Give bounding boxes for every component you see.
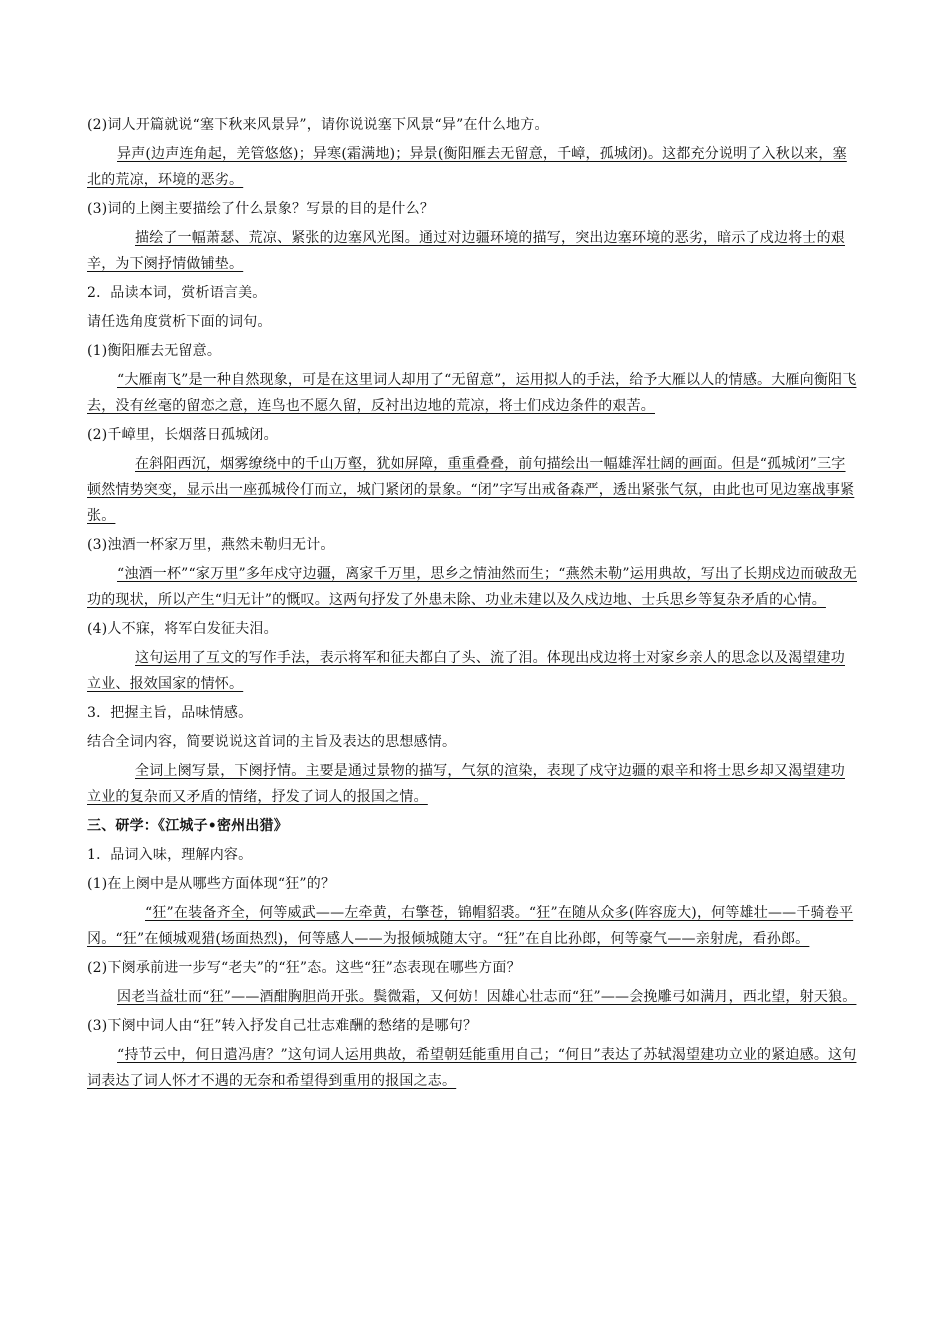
question-2-2: (2)词人开篇就说“塞下秋来风景异”，请你说说塞下风景“异”在什么地方。 bbox=[87, 117, 549, 133]
kuang-question-2: (2)下阕承前进一步写“老夫”的“狂”态。这些“狂”态表现在哪些方面？ bbox=[87, 960, 521, 976]
question-line-2: (2)千嶂里，长烟落日孤城闭。 bbox=[87, 427, 278, 443]
kuang-question-1: (1)在上阕中是从哪些方面体现“狂”的？ bbox=[87, 876, 336, 892]
section-item-1: 1．品词入味，理解内容。 bbox=[87, 847, 253, 863]
answer-2-3: 描绘了一幅萧瑟、荒凉、紧张的边塞风光图。通过对边疆环境的描写，突出边塞环境的恶劣，暗示了戍边将士的艰辛，为下阕抒情做铺垫。 bbox=[87, 230, 845, 272]
theme-question: 结合全词内容，简要说说这首词的主旨及表达的思想感情。 bbox=[87, 734, 457, 750]
answer-line-2: 在斜阳西沉，烟雾缭绕中的千山万壑，犹如屏障，重重叠叠，前句描绘出一幅雄浑壮阔的画面。但是“孤城闭”三字顿然情势突变，显示出一座孤城伶仃而立，城门紧闭的景象。“闭”字写出戒备森严，透出紧张气氛，由此也可见边塞战事紧张。 bbox=[87, 456, 855, 524]
kuang-answer-1: “狂”在装备齐全，何等威武——左牵黄，右擎苍，锦帽貂裘。“狂”在随从众多(阵容庞大)，何等雄壮——千骑卷平冈。“狂”在倾城观猎(场面热烈)，何等感人——为报倾城随太守。“狂”在自比孙郎，何等豪气——亲射虎，看孙郎。 bbox=[87, 905, 854, 947]
question-line-3: (3)浊酒一杯家万里，燕然未勒归无计。 bbox=[87, 537, 335, 553]
theme-answer: 全词上阕写景，下阕抒情。主要是通过景物的描写，气氛的渲染，表现了戍守边疆的艰辛和将士思乡却又渴望建功立业的复杂而又矛盾的情绪，抒发了词人的报国之情。 bbox=[87, 763, 845, 805]
kuang-question-3: (3)下阕中词人由“狂”转入抒发自己壮志难酬的愁绪的是哪句？ bbox=[87, 1018, 478, 1034]
section-item-2: 2．品读本词，赏析语言美。 bbox=[87, 285, 267, 301]
answer-line-4: 这句运用了互文的写作手法，表示将军和征夫都白了头、流了泪。体现出戍边将士对家乡亲人的思念以及渴望建功立业、报效国家的情怀。 bbox=[87, 650, 845, 692]
question-line-1: (1)衡阳雁去无留意。 bbox=[87, 343, 222, 359]
question-line-4: (4)人不寐，将军白发征夫泪。 bbox=[87, 621, 278, 637]
answer-line-3: “浊酒一杯”“家万里”多年戍守边疆，离家千万里，思乡之情油然而生；“燕然未勒”运用典故，写出了长期戍边而破敌无功的现状，所以产生“归无计”的慨叹。这两句抒发了外患未除、功业未建以及久戍边地、士兵思乡等复杂矛盾的心情。 bbox=[87, 566, 857, 608]
instruction-text: 请任选角度赏析下面的词句。 bbox=[87, 314, 272, 330]
kuang-answer-2: 因老当益壮而“狂”——酒酣胸胆尚开张。鬓微霜，又何妨！因雄心壮志而“狂”——会挽雕弓如满月，西北望，射天狼。 bbox=[117, 989, 857, 1005]
section-heading: 三、研学：《江城子•密州出猎》 bbox=[87, 818, 288, 834]
question-2-3: (3)词的上阕主要描绘了什么景象？写景的目的是什么？ bbox=[87, 201, 435, 217]
section-item-3: 3．把握主旨，品味情感。 bbox=[87, 705, 253, 721]
document-page bbox=[87, 112, 859, 1097]
answer-line-1: “大雁南飞”是一种自然现象，可是在这里词人却用了“无留意”，运用拟人的手法，给予大雁以人的情感。大雁向衡阳飞去，没有丝毫的留恋之意，连鸟也不愿久留，反衬出边地的荒凉，将士们戍边条件的艰苦。 bbox=[87, 372, 857, 414]
kuang-answer-3: “持节云中，何日遣冯唐？”这句词人运用典故，希望朝廷能重用自己；“何日”表达了苏轼渴望建功立业的紧迫感。这句词表达了词人怀才不遇的无奈和希望得到重用的报国之志。 bbox=[87, 1047, 857, 1089]
answer-2-2: 异声(边声连角起，羌管悠悠)；异寒(霜满地)；异景(衡阳雁去无留意，千嶂，孤城闭)。这都充分说明了入秋以来，塞北的荒凉，环境的恶劣。 bbox=[87, 146, 847, 188]
